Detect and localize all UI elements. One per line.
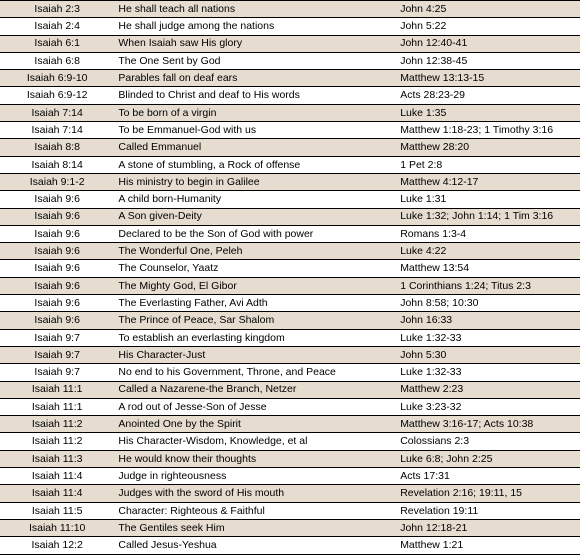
fulfillment-reference-cell: Colossians 2:3 — [396, 433, 580, 450]
prophecy-description-cell: No end to his Government, Throne, and Peace — [114, 364, 396, 381]
scripture-reference-cell: Isaiah 11:2 — [0, 433, 114, 450]
prophecy-description-cell: To be born of a virgin — [114, 104, 396, 121]
scripture-reference-cell: Isaiah 9:6 — [0, 260, 114, 277]
fulfillment-reference-cell: 1 Pet 2:8 — [396, 156, 580, 173]
scripture-reference-cell: Isaiah 9:6 — [0, 277, 114, 294]
table-row — [0, 433, 580, 450]
table-row — [0, 485, 580, 502]
prophecy-description-cell: Judges with the sword of His mouth — [114, 485, 396, 502]
prophecy-description-cell: He shall judge among the nations — [114, 18, 396, 35]
prophecy-description-cell: Parables fall on deaf ears — [114, 70, 396, 87]
fulfillment-reference-cell: Acts 17:31 — [396, 468, 580, 485]
table-row — [0, 537, 580, 554]
prophecy-description-cell: His ministry to begin in Galilee — [114, 173, 396, 190]
fulfillment-reference-cell: Revelation 2:16; 19:11, 15 — [396, 485, 580, 502]
scripture-reference-cell: Isaiah 9:6 — [0, 243, 114, 260]
fulfillment-reference-cell: Luke 1:31 — [396, 191, 580, 208]
fulfillment-reference-cell: John 12:40-41 — [396, 35, 580, 52]
scripture-reference-cell: Isaiah 9:1-2 — [0, 173, 114, 190]
scripture-reference-cell: Isaiah 9:7 — [0, 364, 114, 381]
prophecy-description-cell: A stone of stumbling, a Rock of offense — [114, 156, 396, 173]
scripture-reference-cell: Isaiah 7:14 — [0, 104, 114, 121]
table-row — [0, 52, 580, 69]
fulfillment-reference-cell: Matthew 13:54 — [396, 260, 580, 277]
prophecy-description-cell: His Character-Just — [114, 346, 396, 363]
fulfillment-reference-cell: 1 Corinthians 1:24; Titus 2:3 — [396, 277, 580, 294]
scripture-reference-cell: Isaiah 9:6 — [0, 208, 114, 225]
table-row — [0, 1, 580, 18]
scripture-reference-cell: Isaiah 6:1 — [0, 35, 114, 52]
fulfillment-reference-cell: Matthew 4:12-17 — [396, 173, 580, 190]
fulfillment-reference-cell: Luke 1:32-33 — [396, 329, 580, 346]
table-row — [0, 156, 580, 173]
prophecy-description-cell: Judge in righteousness — [114, 468, 396, 485]
scripture-reference-cell: Isaiah 6:8 — [0, 52, 114, 69]
prophecy-description-cell: Blinded to Christ and deaf to His words — [114, 87, 396, 104]
prophecy-description-cell: The Prince of Peace, Sar Shalom — [114, 312, 396, 329]
table-row — [0, 468, 580, 485]
fulfillment-reference-cell: Revelation 19:11 — [396, 502, 580, 519]
table-row — [0, 191, 580, 208]
prophecy-description-cell: Called Emmanuel — [114, 139, 396, 156]
scripture-reference-cell: Isaiah 11:2 — [0, 416, 114, 433]
fulfillment-reference-cell: Luke 4:22 — [396, 243, 580, 260]
scripture-reference-cell: Isaiah 9:6 — [0, 191, 114, 208]
prophecy-description-cell: The Counselor, Yaatz — [114, 260, 396, 277]
table-row — [0, 346, 580, 363]
fulfillment-reference-cell: Romans 1:3-4 — [396, 225, 580, 242]
scripture-reference-cell: Isaiah 11:1 — [0, 381, 114, 398]
scripture-reference-cell: Isaiah 11:4 — [0, 485, 114, 502]
table-row — [0, 208, 580, 225]
scripture-reference-cell: Isaiah 9:7 — [0, 329, 114, 346]
fulfillment-reference-cell: John 5:30 — [396, 346, 580, 363]
prophecy-description-cell: The Everlasting Father, Avi Adth — [114, 295, 396, 312]
scripture-reference-cell: Isaiah 11:10 — [0, 519, 114, 536]
scripture-reference-cell: Isaiah 2:4 — [0, 18, 114, 35]
table-row — [0, 139, 580, 156]
scripture-reference-cell: Isaiah 7:14 — [0, 122, 114, 139]
fulfillment-reference-cell: John 4:25 — [396, 1, 580, 18]
fulfillment-reference-cell: Matthew 2:23 — [396, 381, 580, 398]
table-row — [0, 70, 580, 87]
prophecy-description-cell: The Wonderful One, Peleh — [114, 243, 396, 260]
prophecy-description-cell: To establish an everlasting kingdom — [114, 329, 396, 346]
prophecy-description-cell: Anointed One by the Spirit — [114, 416, 396, 433]
fulfillment-reference-cell: Acts 28:23-29 — [396, 87, 580, 104]
prophecy-description-cell: He shall teach all nations — [114, 1, 396, 18]
table-row — [0, 519, 580, 536]
table-row — [0, 450, 580, 467]
prophecy-description-cell: The One Sent by God — [114, 52, 396, 69]
prophecy-description-cell: The Gentiles seek Him — [114, 519, 396, 536]
scripture-reference-cell: Isaiah 9:6 — [0, 312, 114, 329]
scripture-reference-cell: Isaiah 6:9-12 — [0, 87, 114, 104]
prophecy-description-cell: To be Emmanuel-God with us — [114, 122, 396, 139]
table-row — [0, 87, 580, 104]
prophecy-description-cell: A Son given-Deity — [114, 208, 396, 225]
table-row — [0, 398, 580, 415]
fulfillment-reference-cell: Luke 3:23-32 — [396, 398, 580, 415]
fulfillment-reference-cell: Luke 1:32-33 — [396, 364, 580, 381]
table-row — [0, 260, 580, 277]
fulfillment-reference-cell: John 16:33 — [396, 312, 580, 329]
table-row — [0, 364, 580, 381]
fulfillment-reference-cell: Matthew 28:20 — [396, 139, 580, 156]
fulfillment-reference-cell: John 12:18-21 — [396, 519, 580, 536]
prophecy-description-cell: Declared to be the Son of God with power — [114, 225, 396, 242]
table-row — [0, 295, 580, 312]
table-row — [0, 173, 580, 190]
table-row — [0, 18, 580, 35]
table-row — [0, 502, 580, 519]
prophecy-description-cell: The Mighty God, El Gibor — [114, 277, 396, 294]
scripture-reference-cell: Isaiah 8:8 — [0, 139, 114, 156]
scripture-reference-cell: Isaiah 9:7 — [0, 346, 114, 363]
prophecy-description-cell: When Isaiah saw His glory — [114, 35, 396, 52]
scripture-reference-cell: Isaiah 6:9-10 — [0, 70, 114, 87]
table-row — [0, 312, 580, 329]
scripture-reference-cell: Isaiah 11:1 — [0, 398, 114, 415]
table-row — [0, 35, 580, 52]
prophecy-description-cell: Character: Righteous & Faithful — [114, 502, 396, 519]
table-row — [0, 381, 580, 398]
table-row — [0, 277, 580, 294]
table-row — [0, 329, 580, 346]
fulfillment-reference-cell: Matthew 3:16-17; Acts 10:38 — [396, 416, 580, 433]
prophecy-description-cell: He would know their thoughts — [114, 450, 396, 467]
table-row — [0, 104, 580, 121]
table-row — [0, 122, 580, 139]
fulfillment-reference-cell: Matthew 1:21 — [396, 537, 580, 554]
fulfillment-reference-cell: Matthew 1:18-23; 1 Timothy 3:16 — [396, 122, 580, 139]
fulfillment-reference-cell: John 12:38-45 — [396, 52, 580, 69]
prophecy-description-cell: A rod out of Jesse-Son of Jesse — [114, 398, 396, 415]
prophecy-description-cell: A child born-Humanity — [114, 191, 396, 208]
scripture-reference-cell: Isaiah 2:3 — [0, 1, 114, 18]
fulfillment-reference-cell: Luke 1:35 — [396, 104, 580, 121]
prophecy-table-body — [0, 1, 580, 555]
scripture-reference-cell: Isaiah 8:14 — [0, 156, 114, 173]
scripture-reference-cell: Isaiah 9:6 — [0, 295, 114, 312]
scripture-reference-cell: Isaiah 12:2 — [0, 537, 114, 554]
fulfillment-reference-cell: Matthew 13:13-15 — [396, 70, 580, 87]
scripture-reference-cell: Isaiah 11:3 — [0, 450, 114, 467]
prophecy-description-cell: Called Jesus-Yeshua — [114, 537, 396, 554]
table-row — [0, 416, 580, 433]
scripture-reference-cell: Isaiah 11:4 — [0, 468, 114, 485]
fulfillment-reference-cell: Luke 1:32; John 1:14; 1 Tim 3:16 — [396, 208, 580, 225]
table-row — [0, 225, 580, 242]
fulfillment-reference-cell: Luke 6:8; John 2:25 — [396, 450, 580, 467]
fulfillment-reference-cell: John 5:22 — [396, 18, 580, 35]
prophecy-description-cell: Called a Nazarene-the Branch, Netzer — [114, 381, 396, 398]
table-row — [0, 243, 580, 260]
fulfillment-reference-cell: John 8:58; 10:30 — [396, 295, 580, 312]
scripture-reference-cell: Isaiah 9:6 — [0, 225, 114, 242]
prophecy-description-cell: His Character-Wisdom, Knowledge, et al — [114, 433, 396, 450]
scripture-reference-cell: Isaiah 11:5 — [0, 502, 114, 519]
